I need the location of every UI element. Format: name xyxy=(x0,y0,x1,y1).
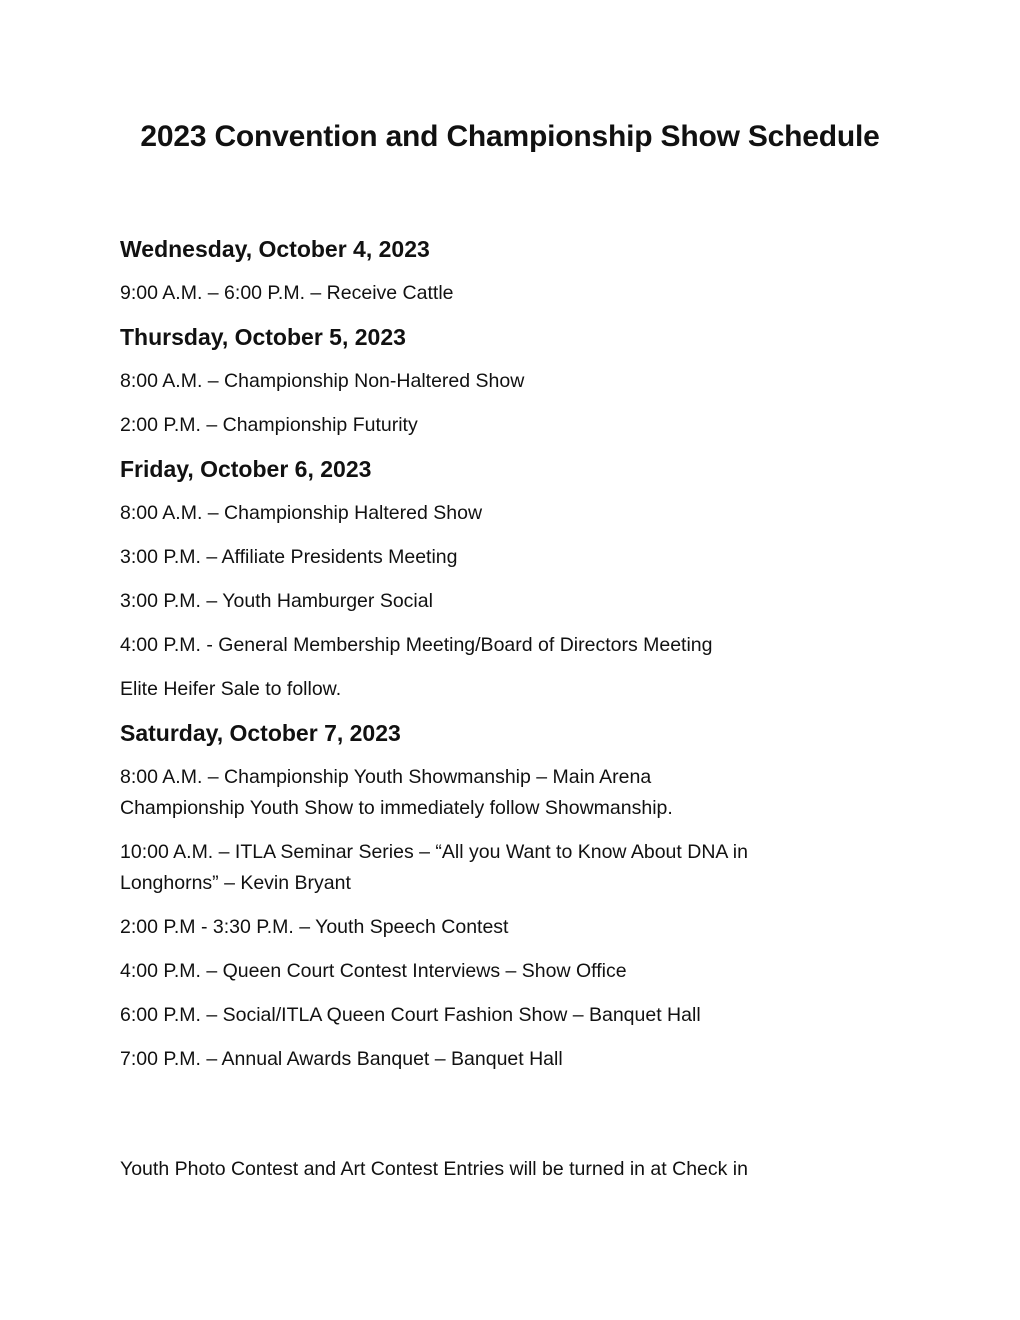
schedule-item xyxy=(120,762,920,824)
footer-note: Youth Photo Contest and Art Contest Entries will be turned in at Check in xyxy=(120,1158,748,1180)
schedule-item xyxy=(120,630,920,661)
schedule-item xyxy=(120,837,920,899)
schedule-item xyxy=(120,498,920,529)
day-heading: Thursday, October 5, 2023 xyxy=(120,324,406,350)
schedule-item-line: 4:00 P.M. - General Membership Meeting/Board of Directors Meeting xyxy=(120,634,713,656)
schedule-item xyxy=(120,586,920,617)
schedule-item xyxy=(120,542,920,573)
schedule-item-line: 3:00 P.M. – Affiliate Presidents Meeting xyxy=(120,546,458,568)
schedule-item-line: 4:00 P.M. – Queen Court Contest Interviews – Show Office xyxy=(120,960,627,982)
schedule-item-line: 3:00 P.M. – Youth Hamburger Social xyxy=(120,590,433,612)
schedule-item-line: 8:00 A.M. – Championship Haltered Show xyxy=(120,502,483,524)
day-heading: Wednesday, October 4, 2023 xyxy=(120,236,430,262)
schedule-item-line: Elite Heifer Sale to follow. xyxy=(120,678,342,700)
schedule-item xyxy=(120,366,920,397)
schedule-item xyxy=(120,912,920,943)
schedule-item-line: 2:00 P.M. – Championship Futurity xyxy=(120,414,418,436)
schedule-item-line: Championship Youth Show to immediately follow Showmanship. xyxy=(120,797,673,819)
schedule-item-line: 8:00 A.M. – Championship Youth Showmanship – Main Arena xyxy=(120,766,652,788)
schedule-item xyxy=(120,410,920,441)
page-title: 2023 Convention and Championship Show Schedule xyxy=(140,120,880,153)
schedule-item xyxy=(120,278,920,309)
schedule-item xyxy=(120,956,920,987)
day-heading: Friday, October 6, 2023 xyxy=(120,456,372,482)
schedule-item-line: 9:00 A.M. – 6:00 P.M. – Receive Cattle xyxy=(120,282,454,304)
schedule-item-line: 8:00 A.M. – Championship Non-Haltered Show xyxy=(120,370,525,392)
schedule-item xyxy=(120,1044,920,1075)
schedule-item-line: 10:00 A.M. – ITLA Seminar Series – “All you Want to Know About DNA in xyxy=(120,841,748,863)
schedule-item-line: 2:00 P.M - 3:30 P.M. – Youth Speech Contest xyxy=(120,916,509,938)
schedule-item-line: 6:00 P.M. – Social/ITLA Queen Court Fashion Show – Banquet Hall xyxy=(120,1004,701,1026)
day-heading: Saturday, October 7, 2023 xyxy=(120,720,401,746)
schedule-item xyxy=(120,1000,920,1031)
schedule-item-line: Longhorns” – Kevin Bryant xyxy=(120,872,351,894)
schedule-item xyxy=(120,674,920,705)
schedule-item-line: 7:00 P.M. – Annual Awards Banquet – Banquet Hall xyxy=(120,1048,563,1070)
schedule-list xyxy=(120,234,920,1088)
